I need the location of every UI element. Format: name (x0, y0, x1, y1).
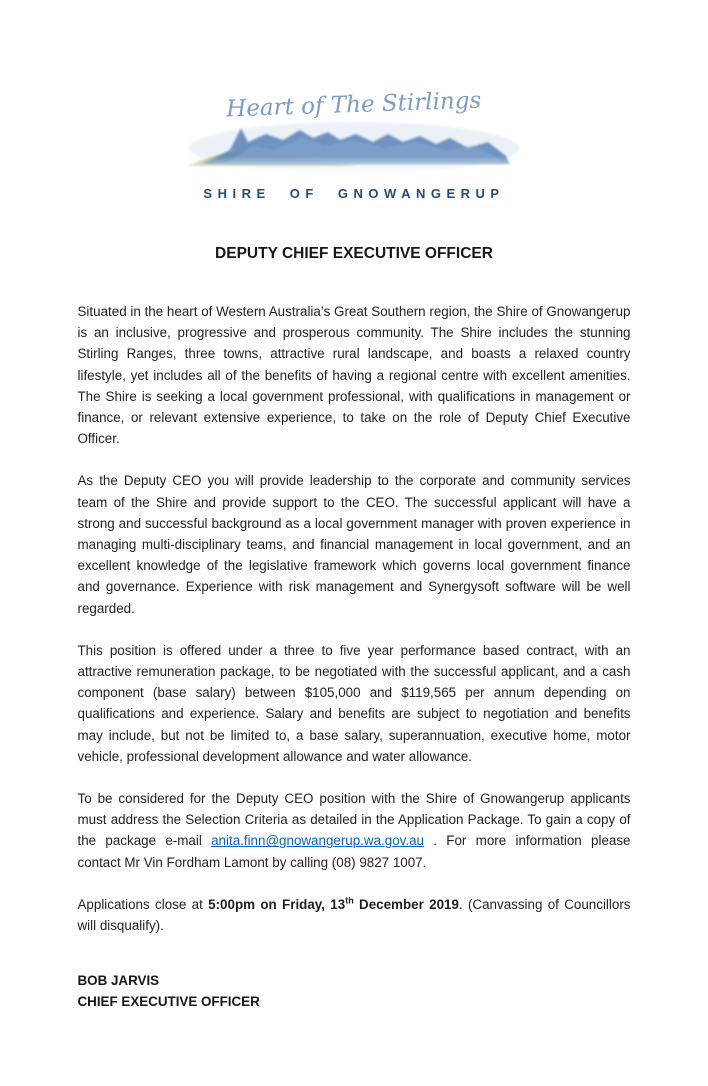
closing-text-normal: Applications close at (77, 896, 209, 912)
fade-overlay (184, 156, 524, 178)
closing-text-normal-2: . (Canvassing of Councillors will disqualify). (77, 896, 631, 934)
signatory-title: CHIEF EXECUTIVE OFFICER (77, 994, 260, 1010)
logo-script-text: Heart of The Stirlings (225, 87, 482, 123)
paragraph-intro: Situated in the heart of Western Australia’s Great Southern region, the Shire of Gnowangerup is an inclusive, progressive and prosperous community. The Shire includes the stunning Stirling Ranges, three towns, attractive rural landscape, and boasts a relaxed country lifestyle, yet includes all of the benefits of having a regional centre with excellent amenities. The Shire is seeking a local government professional, with qualifications in management or finance, or relevant extensive experience, to take on the role of Deputy Chief Executive Officer. (77, 304, 631, 447)
closing-deadline-bold: 5:00pm on Friday, 13 (208, 896, 346, 912)
paragraph-remuneration: This position is offered under a three to five year performance based contract, with an attractive remuneration package, to be negotiated with the successful applicant, and a cash component (base salary) between $105,000 and $119,565 per annum depending on qualifications and experience. Salary and benefits are subject to negotiation and benefits may include, but not be limited to, a base salary, superannuation, executive home, motor vehicle, professional development allowance and water allowance. (77, 642, 631, 764)
document-page (0, 86, 708, 1086)
paragraph-application (78, 788, 631, 873)
document-title: DEPUTY CHIEF EXECUTIVE OFFICER (215, 245, 493, 262)
closing-deadline-bold-2: December 2019 (353, 896, 459, 912)
signature-block (78, 970, 631, 1012)
email-link[interactable]: anita.finn@gnowangerup.wa.gov.au (211, 833, 424, 849)
shire-logo (184, 86, 524, 201)
ordinal-suffix: th (345, 895, 354, 906)
paragraph-role: As the Deputy CEO you will provide leadership to the corporate and community services team of the Shire and provide support to the CEO. The successful applicant will have a strong and successful background as a local government manager with proven experience in managing multi-disciplinary teams, and financial management in local government, and an excellent knowledge of the legislative framework which governs local government finance and governance. Experience with risk management and Synergysoft software will be well regarded. (77, 473, 631, 616)
paragraph-closing-date (78, 894, 631, 936)
application-text-after-link: . For more information please contact Mr Vin Fordham Lamont by calling (08) 9827 1007. (77, 833, 631, 870)
shire-name-text: SHIRE OF GNOWANGERUP (203, 186, 505, 201)
signatory-name: BOB JARVIS (77, 973, 160, 989)
document-body (78, 301, 631, 1013)
stirling-ranges-illustration (184, 86, 524, 178)
application-text-before-link: To be considered for the Deputy CEO position with the Shire of Gnowangerup applicants must address the Selection Criteria as detailed in the Application Package. To gain a copy of the package e-mail (77, 791, 631, 849)
